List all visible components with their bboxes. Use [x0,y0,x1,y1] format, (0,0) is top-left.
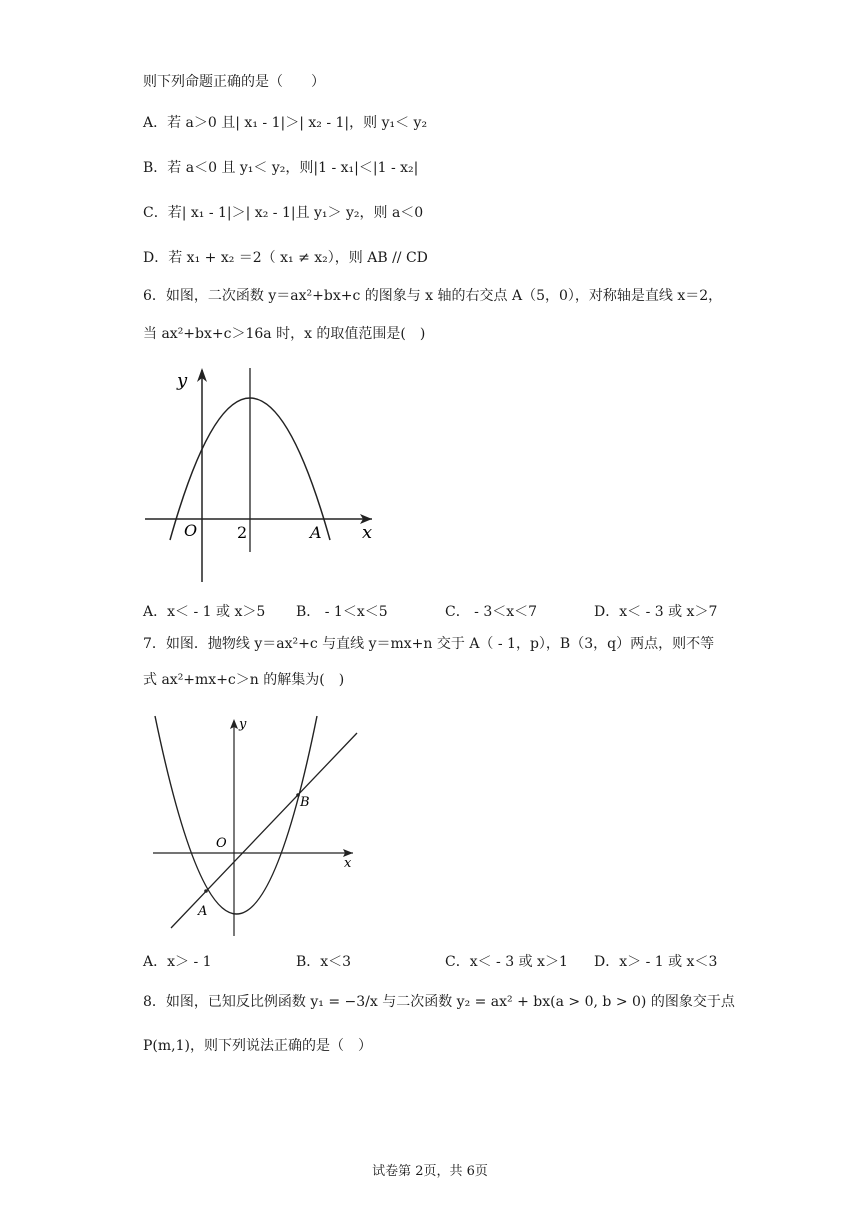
q5-option-c: C．若| x₁ - 1|＞| x₂ - 1|且 y₁＞ y₂，则 a＜0 [143,205,424,221]
q6-stem-line2: 当 ax²+bx+c＞16a 时，x 的取值范围是( ) [143,326,426,342]
q7-label-origin: O [216,836,227,851]
q5-option-a: A．若 a＞0 且| x₁ - 1|＞| x₂ - 1|，则 y₁＜ y₂ [143,115,428,131]
q6-option-d: D．x＜ - 3 或 x＞7 [594,604,718,620]
q6-label-origin: O [184,521,198,540]
q7-option-c: C．x＜ - 3 或 x＞1 [445,954,568,970]
q6-label-two: 2 [237,523,248,542]
q7-label-a: A [198,904,208,919]
q7-stem-line2: 式 ax²+mx+c＞n 的解集为( ) [143,672,345,688]
q7-label-y: y [239,717,247,732]
intro-line: 则下列命题正确的是（ ） [143,74,325,90]
q6-label-a: A [310,523,322,542]
q7-option-b: B．x＜3 [296,954,352,970]
q7-option-a: A．x＞ - 1 [143,954,212,970]
q6-option-c: C． - 3＜x＜7 [445,604,538,620]
q6-stem-line1: 6．如图，二次函数 y＝ax²+bx+c 的图象与 x 轴的右交点 A（5，0），对称轴是直线 x＝2， [143,288,723,304]
q5-option-b: B．若 a＜0 且 y₁＜ y₂，则|1 - x₁|＜|1 - x₂| [143,160,419,176]
q7-straight-line [171,733,357,928]
q6-label-x: x [362,522,373,543]
q7-option-d: D．x＞ - 1 或 x＜3 [594,954,718,970]
q8-stem-line1: 8．如图，已知反比例函数 y₁ = −3/x 与二次函数 y₂ = ax² + bx(a > 0, b > 0) 的图象交于点 [143,994,735,1010]
q7-label-x: x [344,856,352,871]
q6-option-b: B． - 1＜x＜5 [296,604,388,620]
q7-stem-line1: 7．如图．抛物线 y＝ax²+c 与直线 y＝mx+n 交于 A（ - 1，p），B（3，q）两点，则不等 [143,636,715,652]
q8-stem-line2: P(m,1)，则下列说法正确的是（ ） [143,1038,372,1054]
q7-parabola [155,716,317,914]
q7-label-b: B [300,795,310,810]
q6-label-y: y [177,370,188,391]
page-footer: 试卷第 2页，共 6页 [372,1164,488,1179]
q7-parabola-line-figure [145,706,370,938]
q5-option-d: D．若 x₁ + x₂ ＝2（ x₁ ≠ x₂），则 AB // CD [143,250,428,266]
q6-option-a: A．x＜ - 1 或 x＞5 [143,604,266,620]
q7-point-a [204,889,208,893]
q6-parabola-figure [140,360,390,590]
